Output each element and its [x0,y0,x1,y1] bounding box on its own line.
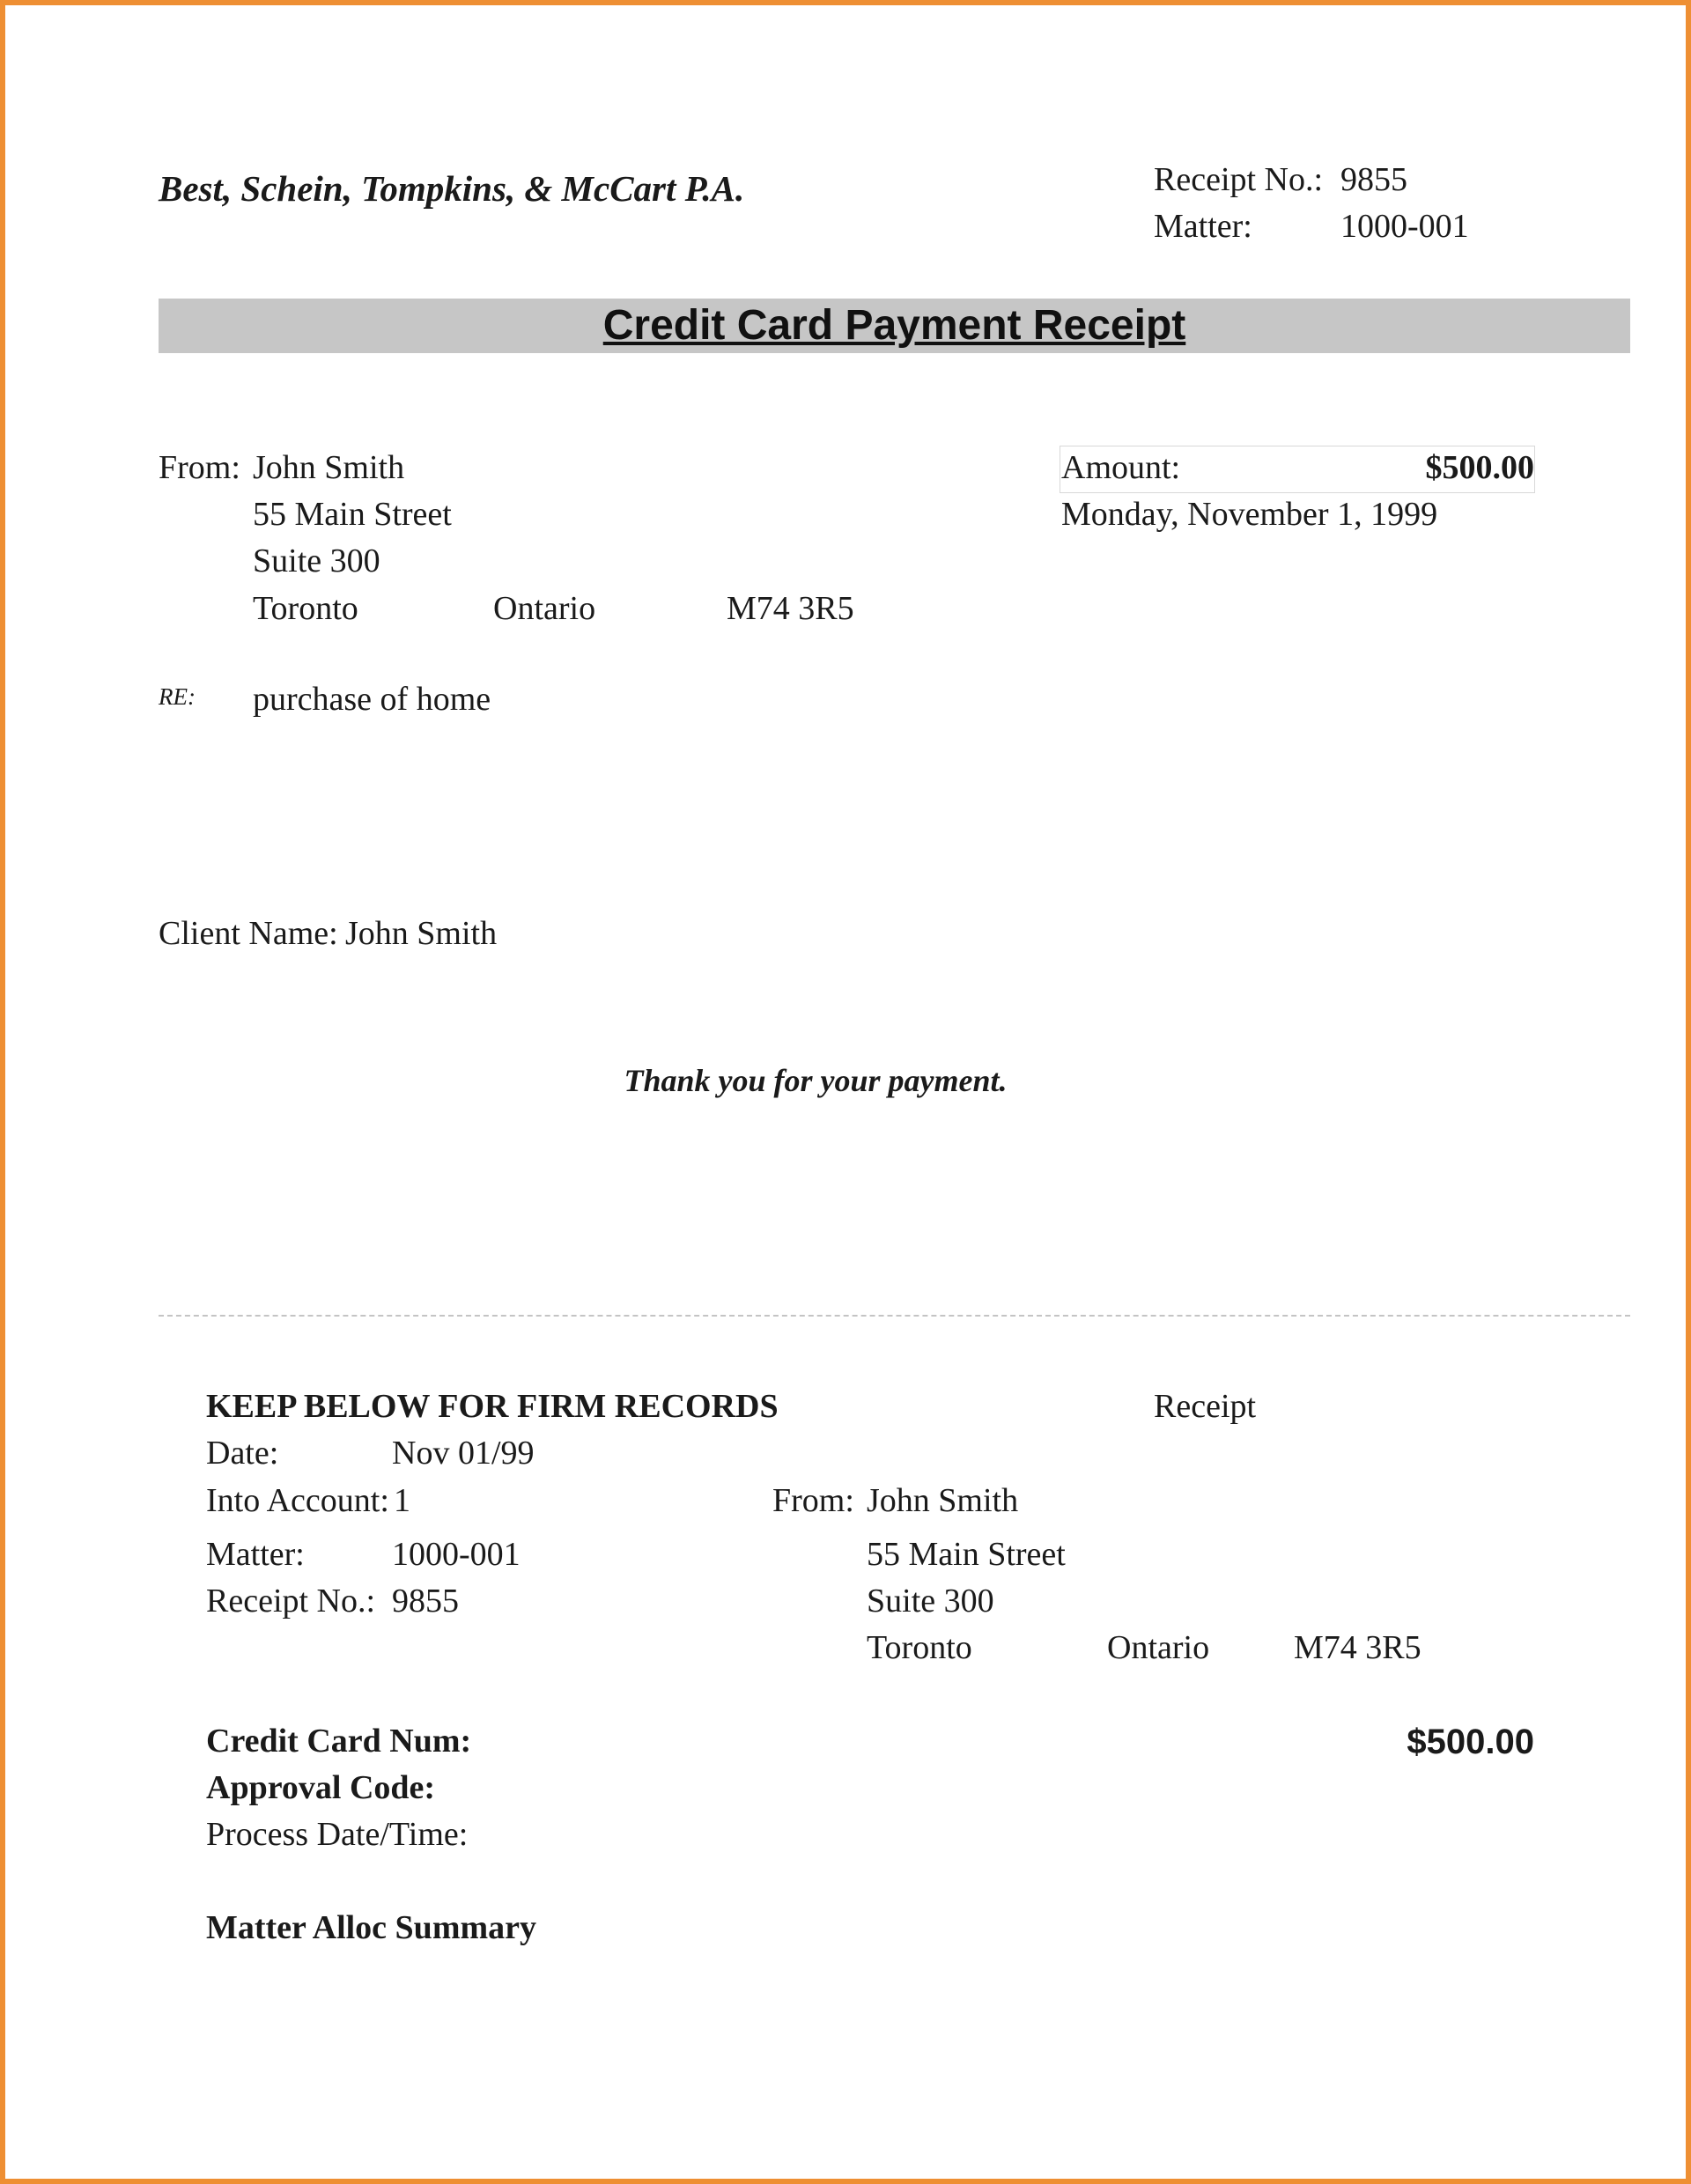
client-name-value: John Smith [345,915,498,952]
records-payer-street: 55 Main Street [867,1536,1066,1573]
re-text: purchase of home [253,681,491,718]
tear-off-divider [159,1315,1630,1317]
records-payer-city: Toronto [867,1629,972,1666]
matter-alloc-summary-label: Matter Alloc Summary [206,1909,536,1946]
records-account-label: Into Account: [206,1482,389,1519]
payer-province: Ontario [493,590,596,627]
records-matter-label: Matter: [206,1536,305,1573]
amount-label: Amount: [1061,449,1181,486]
credit-card-num-label: Credit Card Num: [206,1723,472,1760]
matter-value: 1000-001 [1340,208,1469,245]
process-date-time-label: Process Date/Time: [206,1816,469,1853]
records-receipt-no-label: Receipt No.: [206,1583,376,1620]
receipt-no-value: 9855 [1340,161,1407,198]
payer-suite: Suite 300 [253,542,380,579]
page-title: Credit Card Payment Receipt [602,302,1186,349]
records-date-label: Date: [206,1435,279,1472]
records-payer-postal: M74 3R5 [1294,1629,1421,1666]
records-payer-suite: Suite 300 [867,1583,994,1620]
re-label: RE: [159,683,196,710]
records-from-label: From: [772,1482,854,1519]
from-label: From: [159,449,240,486]
client-name-label: Client Name: [159,915,338,952]
records-account-value: 1 [394,1482,410,1519]
records-payer-province: Ontario [1107,1629,1210,1666]
payer-postal: M74 3R5 [727,590,854,627]
firm-name: Best, Schein, Tompkins, & McCart P.A. [159,168,745,209]
firm-records-heading: KEEP BELOW FOR FIRM RECORDS [206,1388,779,1425]
records-amount: $500.00 [1407,1723,1534,1761]
payment-date: Monday, November 1, 1999 [1061,496,1438,533]
approval-code-label: Approval Code: [206,1769,436,1806]
payer-city: Toronto [253,590,358,627]
amount-value: $500.00 [1425,449,1534,486]
records-date-value: Nov 01/99 [392,1435,535,1472]
matter-label: Matter: [1154,208,1252,245]
records-receipt-no-value: 9855 [392,1583,459,1620]
firm-records-receipt-label: Receipt [1154,1388,1257,1425]
payer-street: 55 Main Street [253,496,452,533]
thank-you-message: Thank you for your payment. [624,1063,1008,1098]
payer-name: John Smith [253,449,405,486]
receipt-no-label: Receipt No.: [1154,161,1324,198]
title-bar [159,299,1630,353]
records-payer-name: John Smith [867,1482,1019,1519]
records-matter-value: 1000-001 [392,1536,521,1573]
